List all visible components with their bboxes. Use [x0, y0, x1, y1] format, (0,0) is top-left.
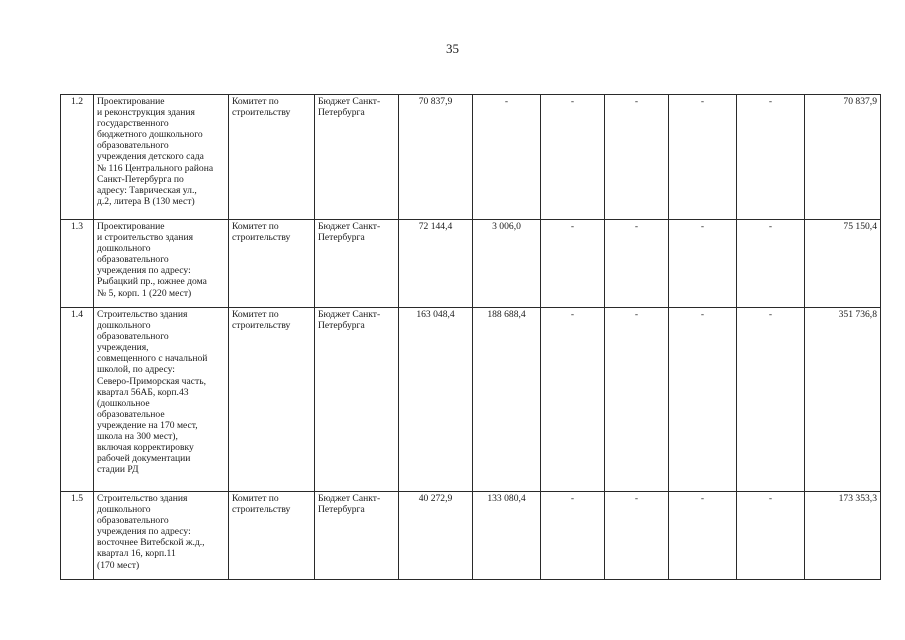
total: 75 150,4 [805, 220, 881, 308]
amount-1: 70 837,9 [399, 95, 473, 220]
amount-3: - [541, 220, 605, 308]
budget-table [60, 94, 881, 580]
amount-6: - [737, 492, 805, 580]
customer: Комитет по строительству [229, 220, 315, 308]
total: 173 353,3 [805, 492, 881, 580]
table-row [61, 95, 881, 220]
customer: Комитет по строительству [229, 492, 315, 580]
amount-3: - [541, 95, 605, 220]
amount-6: - [737, 308, 805, 492]
customer: Комитет по строительству [229, 308, 315, 492]
amount-5: - [669, 308, 737, 492]
total: 351 736,8 [805, 308, 881, 492]
customer: Комитет по строительству [229, 95, 315, 220]
funding-source: Бюджет Санкт- Петербурга [315, 220, 399, 308]
amount-6: - [737, 220, 805, 308]
project-name: Строительство здания дошкольного образовательного учреждения, совмещенного с начальной школой, по адресу: Северо-Приморская часть, квартал 56АБ, корп.43 (дошкольное образовательное учреждение на 170 мест, школа на 300 мест), включая корректировку рабочей документации стадии РД [94, 308, 229, 492]
amount-1: 72 144,4 [399, 220, 473, 308]
row-number: 1.2 [61, 95, 94, 220]
funding-source: Бюджет Санкт- Петербурга [315, 492, 399, 580]
total: 70 837,9 [805, 95, 881, 220]
amount-2: 133 080,4 [473, 492, 541, 580]
amount-2: 188 688,4 [473, 308, 541, 492]
row-number: 1.3 [61, 220, 94, 308]
row-number: 1.5 [61, 492, 94, 580]
funding-source: Бюджет Санкт- Петербурга [315, 95, 399, 220]
amount-4: - [605, 220, 669, 308]
amount-4: - [605, 308, 669, 492]
project-name: Строительство здания дошкольного образовательного учреждения по адресу: восточнее Витебской ж.д., квартал 16, корп.11 (170 мест) [94, 492, 229, 580]
table-row [61, 308, 881, 492]
amount-2: 3 006,0 [473, 220, 541, 308]
amount-1: 40 272,9 [399, 492, 473, 580]
amount-4: - [605, 95, 669, 220]
amount-3: - [541, 492, 605, 580]
amount-5: - [669, 220, 737, 308]
amount-5: - [669, 492, 737, 580]
amount-5: - [669, 95, 737, 220]
table-body [61, 95, 881, 580]
amount-2: - [473, 95, 541, 220]
row-number: 1.4 [61, 308, 94, 492]
amount-3: - [541, 308, 605, 492]
table-row [61, 220, 881, 308]
amount-6: - [737, 95, 805, 220]
table-row [61, 492, 881, 580]
amount-4: - [605, 492, 669, 580]
project-name: Проектирование и строительство здания дошкольного образовательного учреждения по адресу: Рыбацкий пр., южнее дома № 5, корп. 1 (220 мест) [94, 220, 229, 308]
project-name: Проектирование и реконструкция здания государственного бюджетного дошкольного образовательного учреждения детского сада № 116 Центрального района Санкт-Петербурга по адресу: Таврическая ул., д.2, литера В (130 мест) [94, 95, 229, 220]
funding-source: Бюджет Санкт- Петербурга [315, 308, 399, 492]
amount-1: 163 048,4 [399, 308, 473, 492]
page-number: 35 [446, 41, 459, 56]
